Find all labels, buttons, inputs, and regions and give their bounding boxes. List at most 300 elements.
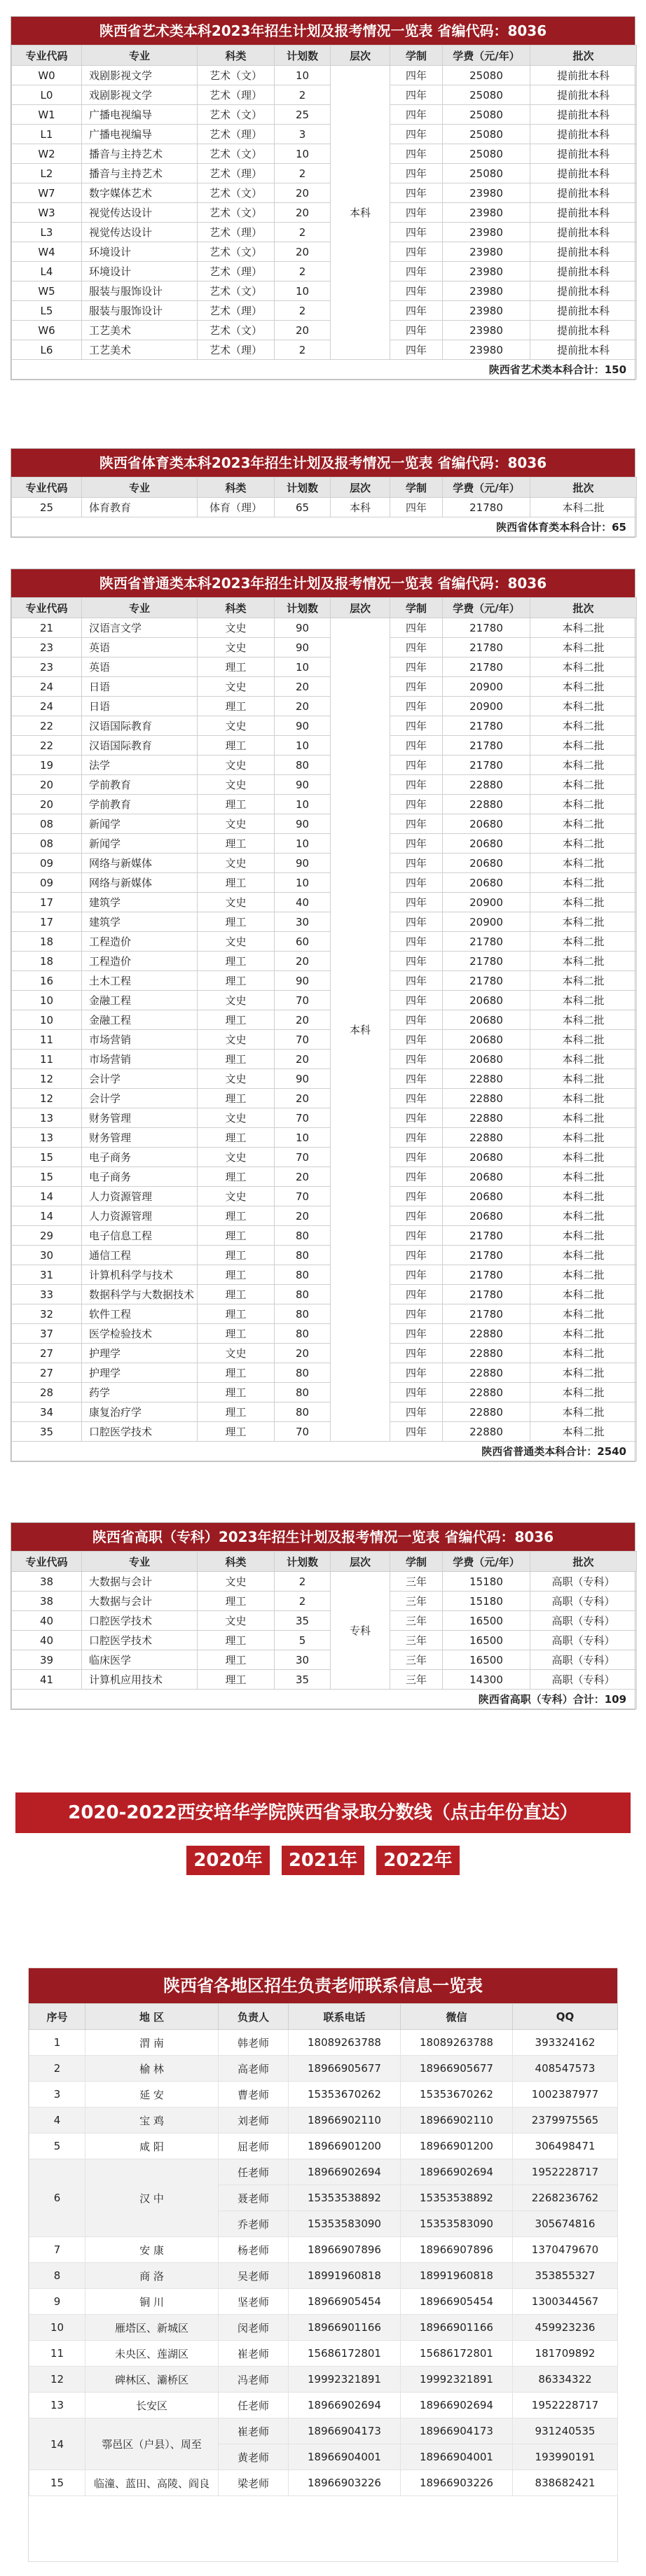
tuition-cell: 20680 [443,873,530,893]
table-row [12,736,637,756]
batch-cell: 提前批本科 [530,203,637,223]
tuition-cell: 25080 [443,144,530,164]
plan-count-cell: 80 [275,1226,331,1246]
subject-type-cell: 文史 [198,1069,275,1089]
major-code-cell: 18 [12,952,82,971]
duration-cell: 三年 [390,1650,443,1670]
column-header: 学费（元/年） [443,478,530,498]
plan-count-cell: 20 [275,1344,331,1363]
wechat-cell: 18966905454 [401,2289,513,2315]
duration-cell: 三年 [390,1592,443,1611]
batch-cell: 本科二批 [530,1030,637,1050]
table-row [12,1344,637,1363]
duration-cell: 四年 [390,873,443,893]
table-row [29,2341,618,2367]
total-row [12,517,637,537]
major-name-cell: 播音与主持艺术 [82,144,198,164]
batch-cell: 本科二批 [530,952,637,971]
major-name-cell: 播音与主持艺术 [82,164,198,183]
qq-cell: 1952228717 [513,2159,618,2185]
plan-count-cell: 90 [275,814,331,834]
subject-type-cell: 艺术（文） [198,242,275,262]
subject-type-cell: 理工 [198,1167,275,1187]
major-code-cell: W1 [12,105,82,125]
year-links [0,1846,646,1875]
table-row [12,1631,637,1650]
subject-type-cell: 理工 [198,1089,275,1108]
major-name-cell: 视觉传达设计 [82,203,198,223]
column-header: 联系电话 [289,2004,401,2030]
major-code-cell: 23 [12,638,82,657]
plan-count-cell: 70 [275,1108,331,1128]
vocational-table-title: 陕西省高职（专科）2023年招生计划及报考情况一览表 省编代码：8036 [11,1523,635,1551]
tuition-cell: 20900 [443,893,530,912]
duration-cell: 四年 [390,1246,443,1265]
column-header: 计划数 [275,1552,331,1572]
table-row [12,854,637,873]
table-row [12,912,637,932]
total-cell: 陕西省普通类本科合计：2540 [12,1442,637,1461]
major-code-cell: 12 [12,1069,82,1089]
table-row [12,618,637,638]
column-header: 科类 [198,1552,275,1572]
major-code-cell: 33 [12,1285,82,1304]
major-code-cell: W4 [12,242,82,262]
major-code-cell: 11 [12,1030,82,1050]
subject-type-cell: 艺术（理） [198,85,275,105]
table-row [12,125,637,144]
tuition-cell: 25080 [443,164,530,183]
plan-count-cell: 10 [275,795,331,814]
major-name-cell: 财务管理 [82,1108,198,1128]
batch-cell: 提前批本科 [530,223,637,242]
subject-type-cell: 文史 [198,1187,275,1206]
table-row [12,1246,637,1265]
contact-person-cell: 任老师 [219,2159,289,2185]
level-cell: 本科 [331,498,390,517]
qq-cell: 305674816 [513,2211,618,2237]
major-name-cell: 临床医学 [82,1650,198,1670]
tuition-cell: 20680 [443,1148,530,1167]
qq-cell: 86334322 [513,2367,618,2393]
duration-cell: 四年 [390,164,443,183]
subject-type-cell: 艺术（文） [198,203,275,223]
duration-cell: 四年 [390,301,443,321]
subject-type-cell: 理工 [198,1592,275,1611]
column-header: 层次 [331,1552,390,1572]
major-code-cell: W5 [12,281,82,301]
major-name-cell: 人力资源管理 [82,1187,198,1206]
major-name-cell: 人力资源管理 [82,1206,198,1226]
column-header: 计划数 [275,46,331,66]
contact-person-cell: 杨老师 [219,2237,289,2263]
tuition-cell: 20680 [443,1167,530,1187]
row-number-cell: 15 [29,2470,85,2496]
contacts-table [29,2003,618,2496]
duration-cell: 四年 [390,1128,443,1148]
subject-type-cell: 理工 [198,1128,275,1148]
major-code-cell: 38 [12,1572,82,1592]
batch-cell: 本科二批 [530,1108,637,1128]
column-header: 计划数 [275,598,331,618]
table-row [12,1383,637,1402]
column-header: 学费（元/年） [443,46,530,66]
table-row [12,1304,637,1324]
tuition-cell: 20900 [443,912,530,932]
duration-cell: 四年 [390,952,443,971]
subject-type-cell: 体育（理） [198,498,275,517]
major-name-cell: 电子商务 [82,1167,198,1187]
duration-cell: 三年 [390,1611,443,1631]
column-header: 专业代码 [12,478,82,498]
major-code-cell: L1 [12,125,82,144]
major-code-cell: 24 [12,677,82,697]
column-header: 微信 [401,2004,513,2030]
subject-type-cell: 文史 [198,1344,275,1363]
general-header-row [12,598,637,618]
duration-cell: 四年 [390,1402,443,1422]
row-number-cell: 10 [29,2315,85,2341]
sports-table [11,477,637,537]
plan-count-cell: 20 [275,952,331,971]
region-cell: 商 洛 [85,2263,219,2289]
subject-type-cell: 艺术（理） [198,125,275,144]
subject-type-cell: 文史 [198,1030,275,1050]
subject-type-cell: 文史 [198,1148,275,1167]
duration-cell: 四年 [390,281,443,301]
subject-type-cell: 艺术（理） [198,340,275,360]
major-name-cell: 数据科学与大数据技术 [82,1285,198,1304]
tuition-cell: 14300 [443,1670,530,1690]
duration-cell: 四年 [390,1265,443,1285]
batch-cell: 本科二批 [530,1187,637,1206]
row-number-cell: 4 [29,2108,85,2133]
tuition-cell: 25080 [443,85,530,105]
contact-person-cell: 高老师 [219,2056,289,2082]
major-name-cell: 金融工程 [82,1010,198,1030]
duration-cell: 四年 [390,1089,443,1108]
tuition-cell: 22880 [443,1402,530,1422]
tuition-cell: 20900 [443,697,530,716]
tuition-cell: 21780 [443,1246,530,1265]
contact-person-cell: 吴老师 [219,2263,289,2289]
batch-cell: 本科二批 [530,677,637,697]
major-code-cell: L2 [12,164,82,183]
tuition-cell: 25080 [443,125,530,144]
table-row [29,2470,618,2496]
batch-cell: 高职（专科） [530,1670,637,1690]
major-name-cell: 计算机科学与技术 [82,1265,198,1285]
subject-type-cell: 理工 [198,1363,275,1383]
major-code-cell: 19 [12,756,82,775]
plan-count-cell: 10 [275,873,331,893]
region-cell: 雁塔区、新城区 [85,2315,219,2341]
wechat-cell: 18966904001 [401,2444,513,2470]
duration-cell: 四年 [390,1285,443,1304]
subject-type-cell: 文史 [198,1108,275,1128]
column-header: 专业代码 [12,1552,82,1572]
wechat-cell: 15353538892 [401,2185,513,2211]
tuition-cell: 21780 [443,971,530,991]
tuition-cell: 15180 [443,1572,530,1592]
duration-cell: 四年 [390,638,443,657]
major-code-cell: W2 [12,144,82,164]
batch-cell: 高职（专科） [530,1592,637,1611]
major-name-cell: 会计学 [82,1089,198,1108]
duration-cell: 四年 [390,1383,443,1402]
duration-cell: 四年 [390,756,443,775]
batch-cell: 本科二批 [530,1363,637,1383]
phone-cell: 18966904001 [289,2444,401,2470]
batch-cell: 提前批本科 [530,242,637,262]
qq-cell: 459923236 [513,2315,618,2341]
row-number-cell: 14 [29,2418,85,2470]
wechat-cell: 15686172801 [401,2341,513,2367]
subject-type-cell: 理工 [198,1422,275,1442]
row-number-cell: 9 [29,2289,85,2315]
region-cell: 未央区、莲湖区 [85,2341,219,2367]
batch-cell: 提前批本科 [530,85,637,105]
contacts-title: 陕西省各地区招生负责老师联系信息一览表 [29,1968,617,2003]
plan-count-cell: 20 [275,242,331,262]
duration-cell: 四年 [390,736,443,756]
tuition-cell: 21780 [443,932,530,952]
table-row [12,1108,637,1128]
major-name-cell: 广播电视编导 [82,105,198,125]
major-code-cell: 12 [12,1089,82,1108]
subject-type-cell: 理工 [198,1383,275,1402]
major-name-cell: 通信工程 [82,1246,198,1265]
duration-cell: 四年 [390,1030,443,1050]
phone-cell: 19992321891 [289,2367,401,2393]
batch-cell: 高职（专科） [530,1572,637,1592]
major-name-cell: 软件工程 [82,1304,198,1324]
major-code-cell: W6 [12,321,82,340]
batch-cell: 本科二批 [530,893,637,912]
table-row [12,1265,637,1285]
plan-count-cell: 90 [275,1069,331,1089]
phone-cell: 18089263788 [289,2030,401,2056]
tuition-cell: 22880 [443,795,530,814]
plan-count-cell: 2 [275,1572,331,1592]
major-code-cell: 20 [12,795,82,814]
tuition-cell: 20680 [443,1206,530,1226]
plan-count-cell: 70 [275,1148,331,1167]
major-name-cell: 计算机应用技术 [82,1670,198,1690]
major-name-cell: 护理学 [82,1363,198,1383]
table-row [29,2315,618,2341]
major-name-cell: 英语 [82,657,198,677]
art-table-title: 陕西省艺术类本科2023年招生计划及报考情况一览表 省编代码：8036 [11,17,635,45]
major-code-cell: 08 [12,834,82,854]
contact-person-cell: 崔老师 [219,2418,289,2444]
table-row [12,716,637,736]
wechat-cell: 18966901166 [401,2315,513,2341]
duration-cell: 四年 [390,125,443,144]
table-row [12,1030,637,1050]
duration-cell: 四年 [390,1324,443,1344]
duration-cell: 四年 [390,1010,443,1030]
batch-cell: 本科二批 [530,775,637,795]
year-link-2021[interactable]: 2021年 [282,1846,364,1875]
wechat-cell: 18966902110 [401,2108,513,2133]
table-row [29,2393,618,2418]
plan-count-cell: 10 [275,1128,331,1148]
tuition-cell: 22880 [443,1383,530,1402]
duration-cell: 四年 [390,340,443,360]
major-name-cell: 网络与新媒体 [82,854,198,873]
major-name-cell: 学前教育 [82,795,198,814]
tuition-cell: 22880 [443,1128,530,1148]
table-row [29,2159,618,2185]
major-name-cell: 电子信息工程 [82,1226,198,1246]
tuition-cell: 25080 [443,105,530,125]
batch-cell: 本科二批 [530,697,637,716]
major-name-cell: 汉语言文学 [82,618,198,638]
duration-cell: 三年 [390,1631,443,1650]
subject-type-cell: 理工 [198,736,275,756]
tuition-cell: 20680 [443,814,530,834]
major-name-cell: 英语 [82,638,198,657]
art-admission-table [11,16,635,380]
major-name-cell: 戏剧影视文学 [82,66,198,85]
table-row [12,795,637,814]
subject-type-cell: 理工 [198,1670,275,1690]
table-row [12,1206,637,1226]
year-link-2020[interactable]: 2020年 [186,1846,269,1875]
wechat-cell: 18966902694 [401,2159,513,2185]
wechat-cell: 18966901200 [401,2133,513,2159]
plan-count-cell: 20 [275,183,331,203]
tuition-cell: 23980 [443,281,530,301]
table-row [12,321,637,340]
major-name-cell: 法学 [82,756,198,775]
batch-cell: 本科二批 [530,1285,637,1304]
major-code-cell: 10 [12,1010,82,1030]
qq-cell: 393324162 [513,2030,618,2056]
table-row [12,183,637,203]
table-row [12,498,637,517]
major-code-cell: 24 [12,697,82,716]
batch-cell: 提前批本科 [530,125,637,144]
plan-count-cell: 80 [275,1363,331,1383]
major-name-cell: 日语 [82,697,198,716]
major-name-cell: 建筑学 [82,893,198,912]
plan-count-cell: 20 [275,697,331,716]
table-row [12,697,637,716]
row-number-cell: 5 [29,2133,85,2159]
general-table-title: 陕西省普通类本科2023年招生计划及报考情况一览表 省编代码：8036 [11,569,635,597]
region-cell: 安 康 [85,2237,219,2263]
major-name-cell: 土木工程 [82,971,198,991]
major-code-cell: L0 [12,85,82,105]
duration-cell: 四年 [390,498,443,517]
table-row [29,2056,618,2082]
column-header: 学制 [390,46,443,66]
duration-cell: 四年 [390,1167,443,1187]
tuition-cell: 20680 [443,834,530,854]
batch-cell: 本科二批 [530,795,637,814]
column-header: 专业 [82,1552,198,1572]
major-name-cell: 环境设计 [82,242,198,262]
duration-cell: 四年 [390,183,443,203]
major-name-cell: 学前教育 [82,775,198,795]
tuition-cell: 22880 [443,1108,530,1128]
table-row [29,2082,618,2108]
duration-cell: 四年 [390,1422,443,1442]
vocational-admission-table [11,1522,635,1710]
plan-count-cell: 30 [275,912,331,932]
major-code-cell: L6 [12,340,82,360]
duration-cell: 四年 [390,677,443,697]
table-row [12,85,637,105]
level-cell: 专科 [331,1572,390,1690]
tuition-cell: 20680 [443,1050,530,1069]
subject-type-cell: 文史 [198,775,275,795]
major-name-cell: 市场营销 [82,1030,198,1050]
sports-table-title: 陕西省体育类本科2023年招生计划及报考情况一览表 省编代码：8036 [11,449,635,477]
tuition-cell: 21780 [443,618,530,638]
plan-count-cell: 10 [275,144,331,164]
table-row [12,1650,637,1670]
plan-count-cell: 2 [275,223,331,242]
plan-count-cell: 20 [275,321,331,340]
tuition-cell: 21780 [443,716,530,736]
region-cell: 碑林区、灞桥区 [85,2367,219,2393]
major-code-cell: 14 [12,1206,82,1226]
year-link-2022[interactable]: 2022年 [376,1846,459,1875]
table-row [12,756,637,775]
column-header: 学制 [390,478,443,498]
batch-cell: 提前批本科 [530,66,637,85]
phone-cell: 18966902694 [289,2393,401,2418]
major-name-cell: 体育教育 [82,498,198,517]
major-name-cell: 口腔医学技术 [82,1631,198,1650]
duration-cell: 四年 [390,223,443,242]
duration-cell: 四年 [390,1226,443,1246]
subject-type-cell: 文史 [198,991,275,1010]
batch-cell: 高职（专科） [530,1611,637,1631]
subject-type-cell: 理工 [198,1650,275,1670]
major-code-cell: L5 [12,301,82,321]
batch-cell: 本科二批 [530,716,637,736]
row-number-cell: 1 [29,2030,85,2056]
region-cell: 宝 鸡 [85,2108,219,2133]
table-row [12,164,637,183]
plan-count-cell: 2 [275,301,331,321]
region-cell: 铜 川 [85,2289,219,2315]
table-row [12,1187,637,1206]
plan-count-cell: 60 [275,932,331,952]
plan-count-cell: 90 [275,971,331,991]
plan-count-cell: 80 [275,1383,331,1402]
tuition-cell: 21780 [443,952,530,971]
art-table [11,45,637,380]
table-row [29,2263,618,2289]
duration-cell: 四年 [390,1363,443,1383]
plan-count-cell: 90 [275,854,331,873]
tuition-cell: 16500 [443,1611,530,1631]
column-header: 科类 [198,598,275,618]
tuition-cell: 23980 [443,203,530,223]
phone-cell: 15353583090 [289,2211,401,2237]
subject-type-cell: 理工 [198,1631,275,1650]
subject-type-cell: 文史 [198,756,275,775]
table-row [12,1324,637,1344]
column-header: 层次 [331,478,390,498]
major-code-cell: 28 [12,1383,82,1402]
total-cell: 陕西省体育类本科合计：65 [12,517,637,537]
